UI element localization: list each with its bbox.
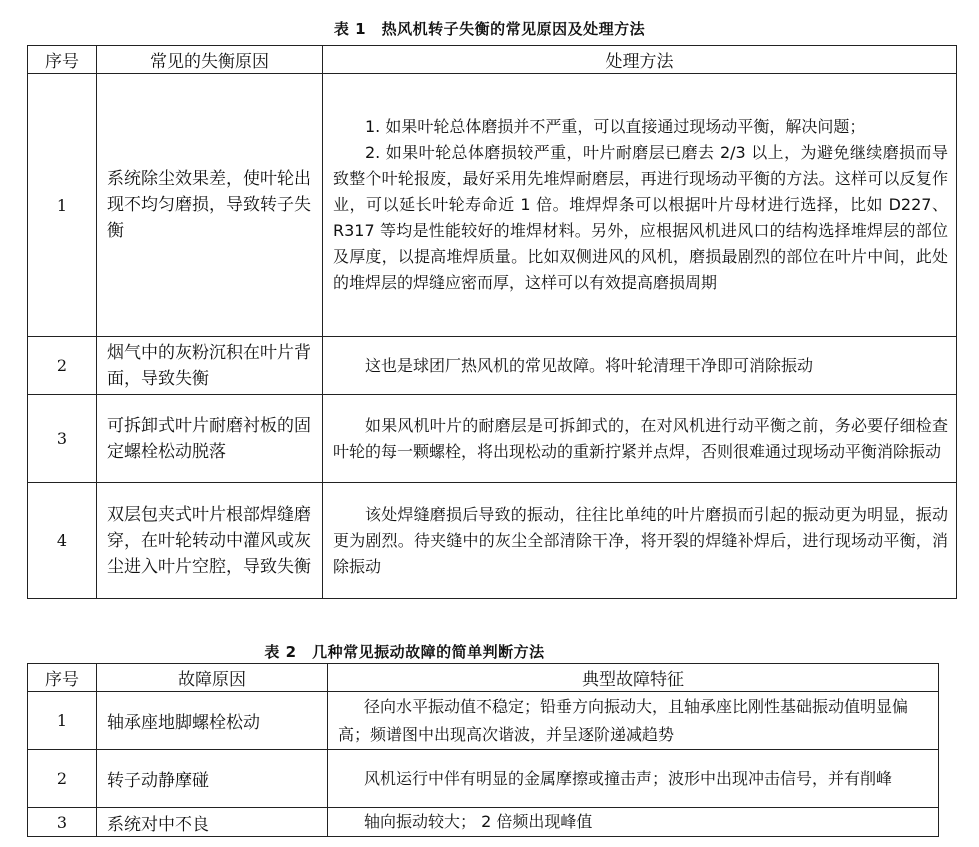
row-number: 3 bbox=[28, 395, 97, 483]
method-paragraph: 如果风机叶片的耐磨层是可拆卸式的，在对风机进行动平衡之前，务必要仔细检查叶轮的每一颗螺栓，将出现松动的重新拧紧并点焊，否则很难通过现场动平衡消除振动 bbox=[333, 415, 948, 461]
table-row bbox=[28, 395, 957, 483]
treatment-method bbox=[323, 337, 957, 395]
table2 bbox=[27, 663, 939, 837]
row-number: 2 bbox=[28, 750, 97, 808]
fault-feature bbox=[328, 750, 939, 808]
treatment-method bbox=[323, 395, 957, 483]
table2-header-cause: 故障原因 bbox=[97, 664, 328, 692]
table1-header-cause: 常见的失衡原因 bbox=[97, 46, 323, 74]
feature-text: 径向水平振动值不稳定；铅垂方向振动大，且轴承座比刚性基础振动值明显偏高；频谱图中出现高次谐波，并呈逐阶递减趋势 bbox=[338, 696, 909, 744]
method-paragraph: 该处焊缝磨损后导致的振动，往往比单纯的叶片磨损而引起的振动更为明显，振动更为剧烈。待夹缝中的灰尘全部清除干净，将开裂的焊缝补焊后，进行现场动平衡，消除振动 bbox=[333, 504, 948, 576]
row-number: 4 bbox=[28, 483, 97, 599]
row-number: 3 bbox=[28, 808, 97, 837]
fault-feature bbox=[328, 692, 939, 750]
table-row bbox=[28, 74, 957, 337]
table2-header-row bbox=[28, 664, 939, 692]
table-row bbox=[28, 808, 939, 837]
fault-cause: 系统对中不良 bbox=[97, 808, 328, 837]
fault-feature bbox=[328, 808, 939, 837]
row-number: 2 bbox=[28, 337, 97, 395]
treatment-method bbox=[323, 74, 957, 337]
table-row bbox=[28, 483, 957, 599]
table2-header-feature: 典型故障特征 bbox=[328, 664, 939, 692]
failure-cause: 双层包夹式叶片根部焊缝磨穿，在叶轮转动中灌风或灰尘进入叶片空腔，导致失衡 bbox=[97, 483, 323, 599]
treatment-method bbox=[323, 483, 957, 599]
fault-cause: 转子动静摩碰 bbox=[97, 750, 328, 808]
row-number: 1 bbox=[28, 74, 97, 337]
feature-text: 风机运行中伴有明显的金属摩擦或撞击声；波形中出现冲击信号，并有削峰 bbox=[364, 768, 893, 788]
table-row bbox=[28, 692, 939, 750]
table-row bbox=[28, 337, 957, 395]
method-paragraph: 1. 如果叶轮总体磨损并不严重，可以直接通过现场动平衡，解决问题； bbox=[365, 117, 866, 136]
row-number: 1 bbox=[28, 692, 97, 750]
fault-cause: 轴承座地脚螺栓松动 bbox=[97, 692, 328, 750]
table1-caption: 表 1 热风机转子失衡的常见原因及处理方法 bbox=[333, 20, 646, 38]
table1 bbox=[27, 45, 957, 599]
failure-cause: 可拆卸式叶片耐磨衬板的固定螺栓松动脱落 bbox=[97, 395, 323, 483]
table1-header-row bbox=[28, 46, 957, 74]
table1-header-method: 处理方法 bbox=[323, 46, 957, 74]
table1-header-num: 序号 bbox=[28, 46, 97, 74]
table2-header-num: 序号 bbox=[28, 664, 97, 692]
method-paragraph: 这也是球团厂热风机的常见故障。将叶轮清理干净即可消除振动 bbox=[365, 355, 814, 375]
table-row bbox=[28, 750, 939, 808]
table2-caption: 表 2 几种常见振动故障的简单判断方法 bbox=[264, 643, 545, 661]
failure-cause: 系统除尘效果差，使叶轮出现不均匀磨损，导致转子失衡 bbox=[97, 74, 323, 337]
failure-cause: 烟气中的灰粉沉积在叶片背面，导致失衡 bbox=[97, 337, 323, 395]
feature-text: 轴向振动较大； 2 倍频出现峰值 bbox=[364, 812, 593, 831]
method-paragraph: 2. 如果叶轮总体磨损较严重，叶片耐磨层已磨去 2/3 以上，为避免继续磨损而导致整个叶轮报废，最好采用先堆焊耐磨层，再进行现场动平衡的方法。这样可以反复作业，可以延长叶轮寿命近 1 倍。堆焊焊条可以根据叶片母材进行选择，比如 D227、R317 等均是性能较好的堆焊材料。另外，应根据风机进风口的结构选择堆焊层的部位及厚度，以提高堆焊质量。比如双侧进风的风机，磨损最剧烈的部位在叶片中间，此处的堆焊层的焊缝应密而厚，这样可以有效提高磨损周期 bbox=[333, 143, 948, 292]
